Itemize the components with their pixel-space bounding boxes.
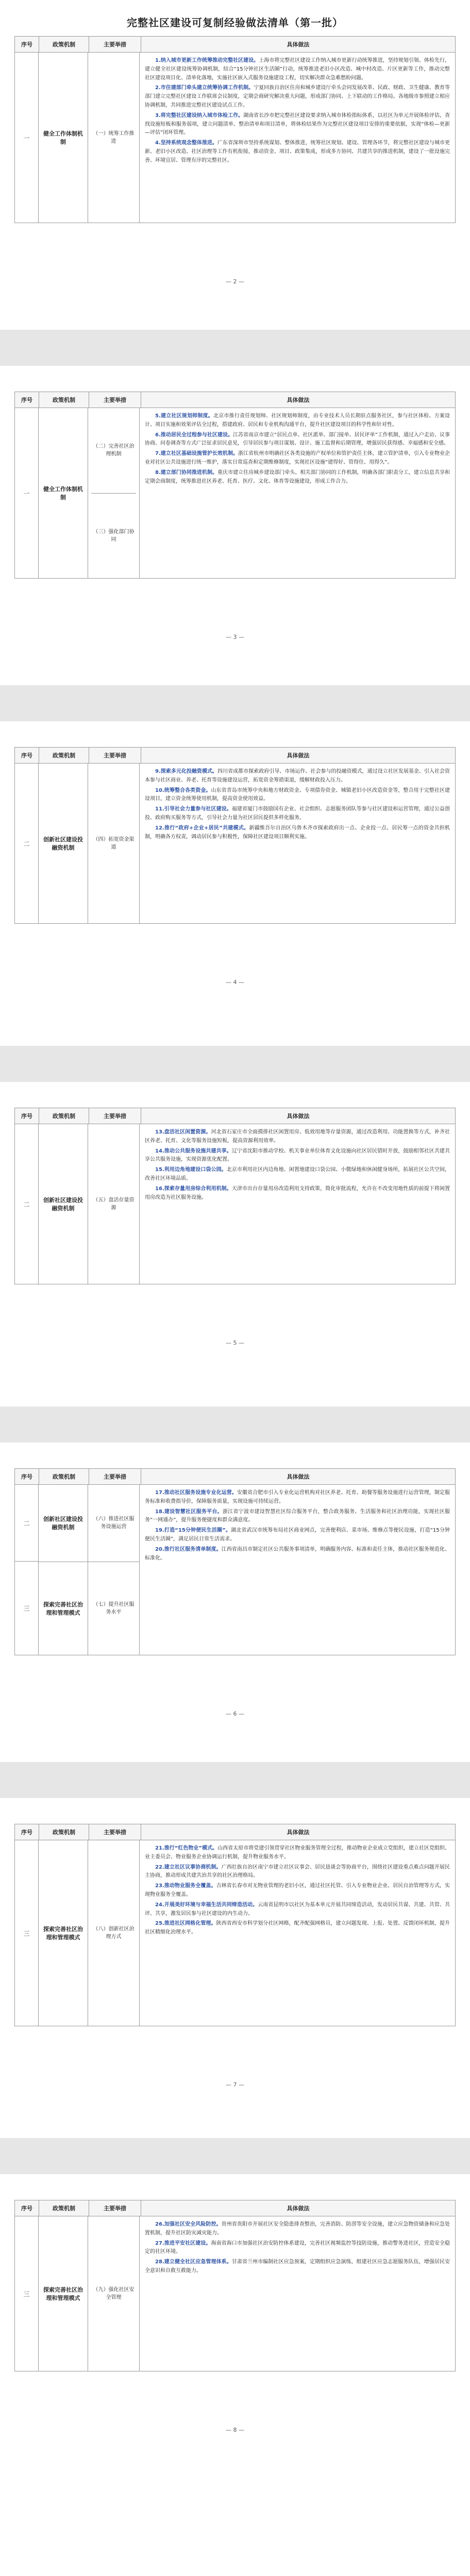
row-measure: （一）统筹工作推进: [88, 53, 140, 223]
practice-text: [140, 408, 455, 578]
page-gap: [0, 685, 470, 721]
page-gap: [0, 2138, 470, 2174]
practice-item: 15.利用边角地建设口袋公园。北京市利用社区内边角地、闲置地建设口袋公园、小微绿地和休闲健身场所，拓展社区公共空间，改善社区环境品质。: [145, 1167, 450, 1181]
header-system: 政策机制: [39, 37, 89, 52]
practice-text: [140, 764, 455, 923]
practice-item: 2.市住建部门牵头建立统筹协调工作机制。宁夏回族自治区住房和城乡建设厅牵头会同发展改革、民政、财政、卫生健康、教育等部门建立完整社区建设工作联席会议制度，定期会商研究解决重大问题，形成部门协同、上下联动的工作格局。各地级市参照建立相应协调机制，共同推进完整社区建设试点工作。: [145, 85, 450, 108]
practice-item: 16.探索存量用房综合利用机制。天津市出台存量用房改造利用支持政策，简化审批流程，允许在不改变用地性质的前提下将闲置用房改造为社区服务设施。: [145, 1185, 450, 1200]
practice-item: 28.建立健全社区应急管理体系。甘肃省兰州市编制社区应急预案，定期组织应急演练，组建社区应急志愿服务队伍，增强居民安全意识和自救互救能力。: [145, 2259, 450, 2274]
practice-text: [140, 1485, 455, 1655]
practice-item: 27.推进平安社区建设。海南省海口市加强社区治安防控体系建设，完善社区视频监控等技防设施，推动警务进社区，营造安全稳定的社区环境。: [145, 2240, 450, 2255]
page-number: — 8 —: [226, 2427, 244, 2433]
header-practice: 具体做法: [287, 41, 310, 48]
practice-text: [140, 1840, 455, 2026]
practice-item: 26.加强社区安全风险防控。贵州省贵阳市开展社区安全隐患排查整治，完善消防、防涝等安全设施，建立应急物资储备和应急处置机制，提升社区防灾减灾能力。: [145, 2222, 450, 2236]
row-system: 探索完善社区治理和管理模式: [39, 1840, 88, 2026]
practice-text: [140, 2216, 455, 2371]
row-system: 探索完善社区治理和管理模式: [39, 2216, 88, 2371]
practice-text: [140, 1124, 455, 1284]
table: [14, 1824, 456, 2026]
practice-item: 7.建立社区基础设施管护长效机制。浙江省杭州市明确社区各类设施的产权单位和管护责任主体，建立管护清单，引入专业物业企业对社区公共设施进行统一维护，落实日常巡查和定期维修制度，实现社区设施“建得好、管得住、用得久”。: [145, 451, 450, 465]
practice-item: 6.推动居民全过程参与社区建设。江苏省南京市建立“居民点单、社区派单、部门接单、居民评单”工作机制，通过入户走访、议事协商、问卷调查等方式广泛征求居民意见，引导居民参与项目谋划、设计、施工监督和后期管理，增强居民获得感、幸福感和安全感。: [145, 432, 450, 447]
page-gap: [0, 1762, 470, 1798]
table: [14, 1468, 456, 1655]
practice-item: 23.推动物业服务全覆盖。吉林省长春市对无物业管理的老旧小区，通过社区托管、引入专业物业企业、居民自治管理等方式，实现物业服务全覆盖。: [145, 1883, 450, 1897]
table: [14, 392, 456, 579]
page-number: — 2 —: [226, 278, 244, 285]
page-gap: [0, 1046, 470, 1082]
page-number: — 6 —: [226, 1710, 244, 1717]
row-system: 健全工作体制机制: [39, 53, 88, 223]
row-seq: 二: [15, 764, 39, 923]
table: [14, 2200, 456, 2371]
table-header: 序号 政策机制 主要举措 具体做法: [15, 1108, 455, 1124]
practice-item: 3.将完整社区建设纳入城市体检工作。湖南省长沙市把完整社区建设要求纳入城市体检指标体系，以社区为单元开展体检评估，查找设施短板和服务弱项，建立问题清单、整治清单和项目清单，将体检结果作为完整社区建设项目安排的重要依据，实现“体检—更新—评估”闭环管理。: [145, 112, 450, 136]
header-seq: 序号: [15, 37, 39, 52]
row-seq: 一: [15, 408, 39, 578]
row-system: 健全工作体制机制: [39, 408, 88, 578]
practice-item: 17.推动社区服务设施专业化运营。安徽省合肥市引入专业化运营机构对社区养老、托育、助餐等服务设施进行运营管理，制定服务标准和收费指导价，保障服务质量，实现设施可持续运营。: [145, 1490, 450, 1504]
practice-item: 19.打造“15分钟便民生活圈”。湖北省武汉市统筹布局社区商业网点，完善便利店、菜市场、维修点等便民设施，打造“15分钟便民生活圈”，满足居民日常生活需求。: [145, 1528, 450, 1542]
row-seq: 三: [15, 2216, 39, 2371]
practice-item: 22.建立社区议事协商机制。广西壮族自治区南宁市建立社区议事会、居民恳谈会等协商平台，围绕社区建设重点难点问题开展民主协商，推动形成共建共治共享的社区治理格局。: [145, 1864, 450, 1879]
page-number: — 3 —: [226, 634, 244, 640]
row-measure: （九）强化社区安全管理: [88, 2216, 140, 2371]
practice-item: 5.建立社区规划师制度。北京市推行责任规划师、社区规划师制度，由专业技术人员长期驻点服务社区，参与社区体检、方案设计、项目实施和效果评估全过程，搭建政府、居民和专业机构沟通平台，提升社区建设项目的科学性和针对性。: [145, 413, 450, 428]
practice-item: 12.推行“政府+企业+居民”共建模式。新疆维吾尔自治区乌鲁木齐市探索政府出一点、企业投一点、居民筹一点的资金共担机制，明确各方权责，调动居民参与积极性，保障社区建设项目顺利实施。: [145, 825, 450, 840]
practice-item: 1.纳入城市更新工作统筹推动完整社区建设。上海市将完整社区建设工作纳入城市更新行动统筹推进，坚持规划引领、体检先行，建立健全社区建设统筹协调机制，结合“15分钟社区生活圈”行动，统筹推进老旧小区改造、城中村改造、片区更新等工作，推动完整社区建设项目化、清单化落地，实施社区嵌入式服务设施建设工程，切实解决群众急难愁盼问题。: [145, 58, 450, 81]
row-measure: （五）盘活存量资源: [88, 1124, 140, 1284]
page-number: — 4 —: [226, 979, 244, 986]
table: [14, 747, 456, 924]
table: [14, 36, 456, 223]
practice-item: 9.探索多元化投融资模式。四川省成都市探索政府引导、市场运作、社会参与的投融资模式，通过设立社区发展基金、引入社会资本参与社区商业、养老、托育等设施建设运营，拓宽资金筹措渠道，缓解财政投入压力。: [145, 769, 450, 783]
practice-item: 18.建设智慧社区服务平台。浙江省宁波市建设智慧社区综合服务平台，整合政务服务、生活服务和社区治理功能，实现社区服务“一网通办”，提升服务便捷度和群众满意度。: [145, 1509, 450, 1523]
table-header: 序号 政策机制 主要举措 具体做法: [15, 2200, 455, 2216]
document-title: 完整社区建设可复制经验做法清单（第一批）: [127, 16, 343, 29]
row-seq: 三: [15, 1840, 39, 2026]
row-system: 创新社区建设投融资机制 探索完善社区治理和管理模式: [39, 1485, 88, 1655]
practice-item: 24.开展美好环境与幸福生活共同缔造活动。云南省昆明市以社区为基本单元开展共同缔造活动，发动居民共谋、共建、共管、共评、共享，激发居民参与社区建设的内生动力。: [145, 1902, 450, 1917]
table-header: 序号 政策机制 主要举措 具体做法: [15, 1469, 455, 1485]
page-gap: [0, 1406, 470, 1443]
practice-item: 13.盘活社区闲置资源。河北省石家庄市全面摸排社区闲置用房、低效用地等存量资源，通过改造利用、功能置换等方式，补齐社区养老、托育、文化等服务设施短板，提高资源利用效率。: [145, 1129, 450, 1144]
practice-item: 11.引导社会力量参与社区建设。福建省厦门市鼓励国有企业、社会组织、志愿服务团队等参与社区建设和运营管理，通过公益创投、政府购买服务等方式，引导社会力量为社区居民提供多样化服务。: [145, 806, 450, 821]
practice-item: 21.推行“红色物业”模式。山西省太原市将党建引领贯穿社区物业服务管理全过程，推动物业企业成立党组织，建立社区党组织、业主委员会、物业服务企业协调运行机制，提升物业服务水平。: [145, 1845, 450, 1860]
table-header: 序号 政策机制 主要举措 具体做法: [15, 1824, 455, 1840]
row-measure: （二）完善社区治理机制 （三）强化部门协同: [88, 408, 140, 578]
row-measure: （八）创新社区治理方式: [88, 1840, 140, 2026]
practice-item: 10.统筹整合各类资金。山东省青岛市统筹中央和地方财政资金、专项债券资金、城镇老旧小区改造资金等，整合用于完整社区建设项目，建立资金统筹使用机制，提高资金使用效益。: [145, 787, 450, 802]
row-seq: 一: [15, 53, 39, 223]
header-measure: 主要举措: [89, 37, 141, 52]
row-system: 创新社区建设投融资机制: [39, 1124, 88, 1284]
row-seq: 二: [15, 1124, 39, 1284]
practice-item: 8.建立部门协同推进机制。重庆市建立住房城乡建设部门牵头、相关部门协同的工作机制，明确各部门职责分工，建立信息共享和定期会商制度，统筹推进社区养老、托育、医疗、文化、体育等设施建设，形成工作合力。: [145, 469, 450, 484]
page-number: — 7 —: [226, 2081, 244, 2088]
page-number: — 5 —: [226, 1340, 244, 1346]
table-header: 序号 政策机制 主要举措 具体做法: [15, 392, 455, 408]
practice-item: 4.坚持系统观念整体推进。广东省深圳市坚持系统谋划、整体推进，统筹社区规划、建设、管理各环节，将完整社区建设与城市更新、老旧小区改造、社区治理等工作有机衔接，推动资金、项目、政策集成，形成多方协同、共建共享的推进机制，建设了一批设施完善、环境宜居、管理有序的完整社区。: [145, 140, 450, 163]
practice-item: 14.推动公共服务设施共建共享。辽宁省沈阳市推动学校、机关事业单位体育文化设施向社区居民错时开放，鼓励相邻社区共建共享公共服务设施，实现资源优化配置。: [145, 1148, 450, 1163]
practice-item: 25.推进社区网格化管理。陕西省西安市科学划分社区网格，配齐配强网格员，建立问题发现、上报、处置、反馈闭环机制，提升社区精细化治理水平。: [145, 1921, 450, 1936]
row-measure: （四）拓宽资金渠道: [88, 764, 140, 923]
table-header: 序号 政策机制 主要举措 具体做法: [15, 748, 455, 764]
row-seq: 二 三: [15, 1485, 39, 1655]
practice-item: 20.推行社区服务清单制度。江西省南昌市制定社区公共服务事项清单，明确服务内容、标准和责任主体，推动社区服务规范化、标准化。: [145, 1546, 450, 1561]
table-header: [15, 37, 455, 53]
practice-text: [140, 53, 455, 223]
table: [14, 1108, 456, 1284]
row-measure: （六）推进社区服务设施运营 （七）提升社区服务水平: [88, 1485, 140, 1655]
page-gap: [0, 330, 470, 366]
row-system: 创新社区建设投融资机制: [39, 764, 88, 923]
